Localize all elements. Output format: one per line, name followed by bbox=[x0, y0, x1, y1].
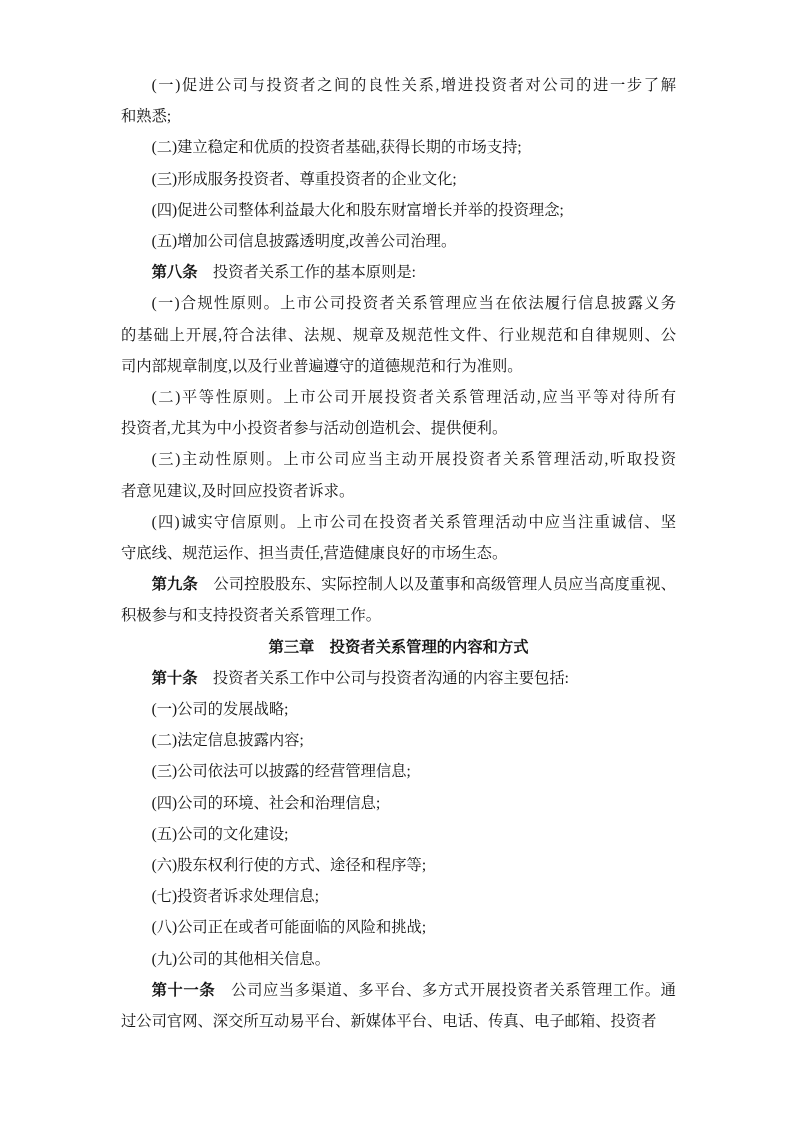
paragraph-text: 投资者关系工作的基本原则是: bbox=[212, 264, 416, 282]
paragraph-line: (四)公司的环境、社会和治理信息; bbox=[151, 794, 381, 812]
paragraph-line: (七)投资者诉求处理信息; bbox=[151, 888, 320, 906]
paragraph-line: (三)公司依法可以披露的经营管理信息; bbox=[151, 763, 411, 781]
chapter-heading bbox=[121, 632, 676, 663]
paragraph-line: (三)形成服务投资者、尊重投资者的企业文化; bbox=[151, 170, 457, 188]
paragraph-line bbox=[121, 632, 676, 663]
paragraph-line: (四)促进公司整体利益最大化和股东财富增长并举的投资理念; bbox=[151, 201, 564, 219]
paragraph bbox=[121, 725, 676, 756]
paragraph-line: (六)股东权利行使的方式、途径和程序等; bbox=[151, 857, 427, 875]
paragraph-line: 投资者,尤其为中小投资者参与活动创造机会、提供便利。 bbox=[121, 420, 508, 438]
paragraph bbox=[121, 382, 676, 444]
paragraph-line bbox=[121, 257, 676, 288]
paragraph bbox=[121, 288, 676, 382]
paragraph bbox=[121, 819, 676, 850]
paragraph-line: (四)诚实守信原则。上市公司在投资者关系管理活动中应当注重诚信、坚 bbox=[151, 513, 676, 531]
article-number: 第三章 bbox=[268, 638, 315, 656]
paragraph-line: 过公司官网、深交所互动易平台、新媒体平台、电话、传真、电子邮箱、投资者 bbox=[121, 1013, 657, 1031]
document-body bbox=[121, 70, 676, 1037]
paragraph-line bbox=[121, 663, 676, 694]
paragraph bbox=[121, 975, 676, 1037]
paragraph bbox=[121, 912, 676, 943]
paragraph bbox=[121, 444, 676, 506]
paragraph-line: (一)公司的发展战略; bbox=[151, 701, 289, 719]
paragraph-line: 司内部规章制度,以及行业普遍遵守的道德规范和行为准则。 bbox=[121, 357, 523, 375]
paragraph bbox=[121, 756, 676, 787]
paragraph bbox=[121, 195, 676, 226]
paragraph bbox=[121, 70, 676, 132]
paragraph bbox=[121, 132, 676, 163]
paragraph-line: (二)法定信息披露内容; bbox=[151, 732, 304, 750]
paragraph-line: (一)合规性原则。上市公司投资者关系管理应当在依法履行信息披露义务 bbox=[151, 295, 676, 313]
paragraph-line: 的基础上开展,符合法律、法规、规章及规范性文件、行业规范和自律规则、公 bbox=[121, 326, 676, 344]
paragraph-line: (九)公司的其他相关信息。 bbox=[151, 950, 331, 968]
paragraph-line: 者意见建议,及时回应投资者诉求。 bbox=[121, 482, 355, 500]
paragraph-line: 守底线、规范运作、担当责任,营造健康良好的市场生态。 bbox=[121, 545, 508, 563]
paragraph bbox=[121, 788, 676, 819]
paragraph-line bbox=[121, 569, 676, 600]
article-number: 第十条 bbox=[151, 669, 198, 687]
paragraph-line bbox=[121, 975, 676, 1006]
paragraph-line: (五)增加公司信息披露透明度,改善公司治理。 bbox=[151, 233, 457, 251]
paragraph bbox=[121, 663, 676, 694]
paragraph-line: (一)促进公司与投资者之间的良性关系,增进投资者对公司的进一步了解 bbox=[151, 77, 676, 94]
paragraph bbox=[121, 694, 676, 725]
paragraph-text: 公司应当多渠道、多平台、多方式开展投资者关系管理工作。通 bbox=[231, 981, 676, 999]
paragraph-text: 公司控股股东、实际控制人以及董事和高级管理人员应当高度重视、 bbox=[213, 576, 676, 594]
paragraph-line: (八)公司正在或者可能面临的风险和挑战; bbox=[151, 919, 427, 937]
paragraph-line: (二)平等性原则。上市公司开展投资者关系管理活动,应当平等对待所有 bbox=[151, 389, 676, 407]
article-number: 第九条 bbox=[151, 576, 198, 594]
paragraph-text: 投资者关系工作中公司与投资者沟通的内容主要包括: bbox=[212, 669, 569, 687]
paragraph bbox=[121, 944, 676, 975]
article-number: 第八条 bbox=[151, 264, 198, 282]
paragraph bbox=[121, 850, 676, 881]
paragraph-line: 和熟悉; bbox=[121, 108, 172, 126]
paragraph bbox=[121, 507, 676, 569]
paragraph-line: 积极参与和支持投资者关系管理工作。 bbox=[121, 607, 382, 625]
paragraph bbox=[121, 226, 676, 257]
paragraph bbox=[121, 164, 676, 195]
paragraph bbox=[121, 569, 676, 631]
paragraph-line: (二)建立稳定和优质的投资者基础,获得长期的市场支持; bbox=[151, 139, 522, 157]
paragraph-text: 投资者关系管理的内容和方式 bbox=[329, 638, 529, 656]
paragraph-line: (三)主动性原则。上市公司应当主动开展投资者关系管理活动,听取投资 bbox=[151, 451, 676, 469]
paragraph bbox=[121, 881, 676, 912]
paragraph bbox=[121, 257, 676, 288]
article-number: 第十一条 bbox=[151, 981, 216, 999]
paragraph-line: (五)公司的文化建设; bbox=[151, 825, 289, 843]
